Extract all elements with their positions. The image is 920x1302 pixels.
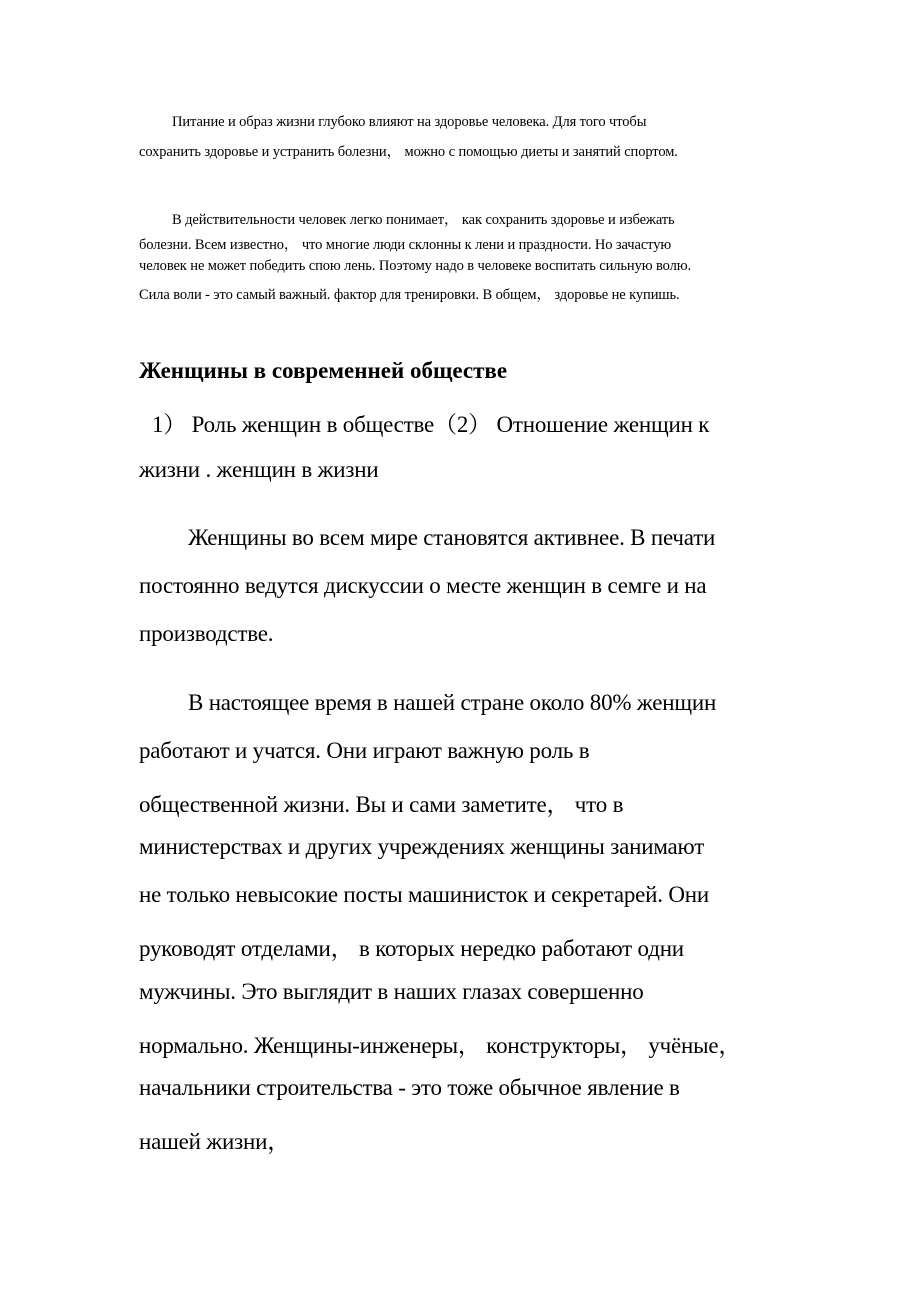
paragraph4-line: начальники строительства - это тоже обычное явление в (139, 1075, 680, 1100)
paragraph4-line: руководят отделами， в которых нередко работают одни (139, 936, 684, 961)
paragraph2-line: Сила воли - это самый важный. фактор для тренировки. В общем， здоровье не купишь. (139, 287, 680, 303)
paragraph4-line: В настоящее время в нашей стране около 80% женщин (188, 690, 717, 715)
paragraph1-line: сохранить здоровье и устранить болезни， можно с помощью диеты и занятий спортом. (139, 144, 678, 160)
section-heading: Женщины в современней обществе (139, 358, 508, 383)
paragraph2-line: болезни. Всем известно， что многие люди склонны к лени и праздности. Но зачастую (139, 237, 672, 253)
paragraph1-line: Питание и образ жизни глубоко влияют на здоровье человека. Для того чтобы (172, 114, 647, 130)
paragraph3-line: производстве. (139, 621, 274, 646)
paragraph4-line: министерствах и других учреждениях женщины занимают (139, 834, 705, 859)
topics-line: жизни . женщин в жизни (139, 457, 379, 482)
paragraph3-line: постоянно ведутся дискуссии о месте женщин в семге и на (139, 573, 707, 598)
paragraph4-line: мужчины. Это выглядит в наших глазах совершенно (139, 979, 644, 1004)
paragraph2-line: человек не может победить спою лень. Поэтому надо в человеке воспитать сильную волю. (139, 258, 691, 274)
paragraph4-line: общественной жизни. Вы и сами заметите， что в (139, 792, 624, 817)
paragraph4-line: нашей жизни， (139, 1129, 290, 1154)
paragraph4-line: нормально. Женщины-инженеры， конструкторы， учёные， (139, 1033, 742, 1058)
paragraph4-line: не только невысокие посты машинисток и секретарей. Они (139, 882, 710, 907)
topics-line: 1） Роль женщин в обществе（2） Отношение женщин к (152, 412, 710, 437)
paragraph2-line: В действительности человек легко понимает， как сохранить здоровье и избежать (172, 212, 675, 228)
paragraph3-line: Женщины во всем мире становятся активнее. В печати (188, 525, 716, 550)
paragraph4-line: работают и учатся. Они играют важную роль в (139, 738, 590, 763)
